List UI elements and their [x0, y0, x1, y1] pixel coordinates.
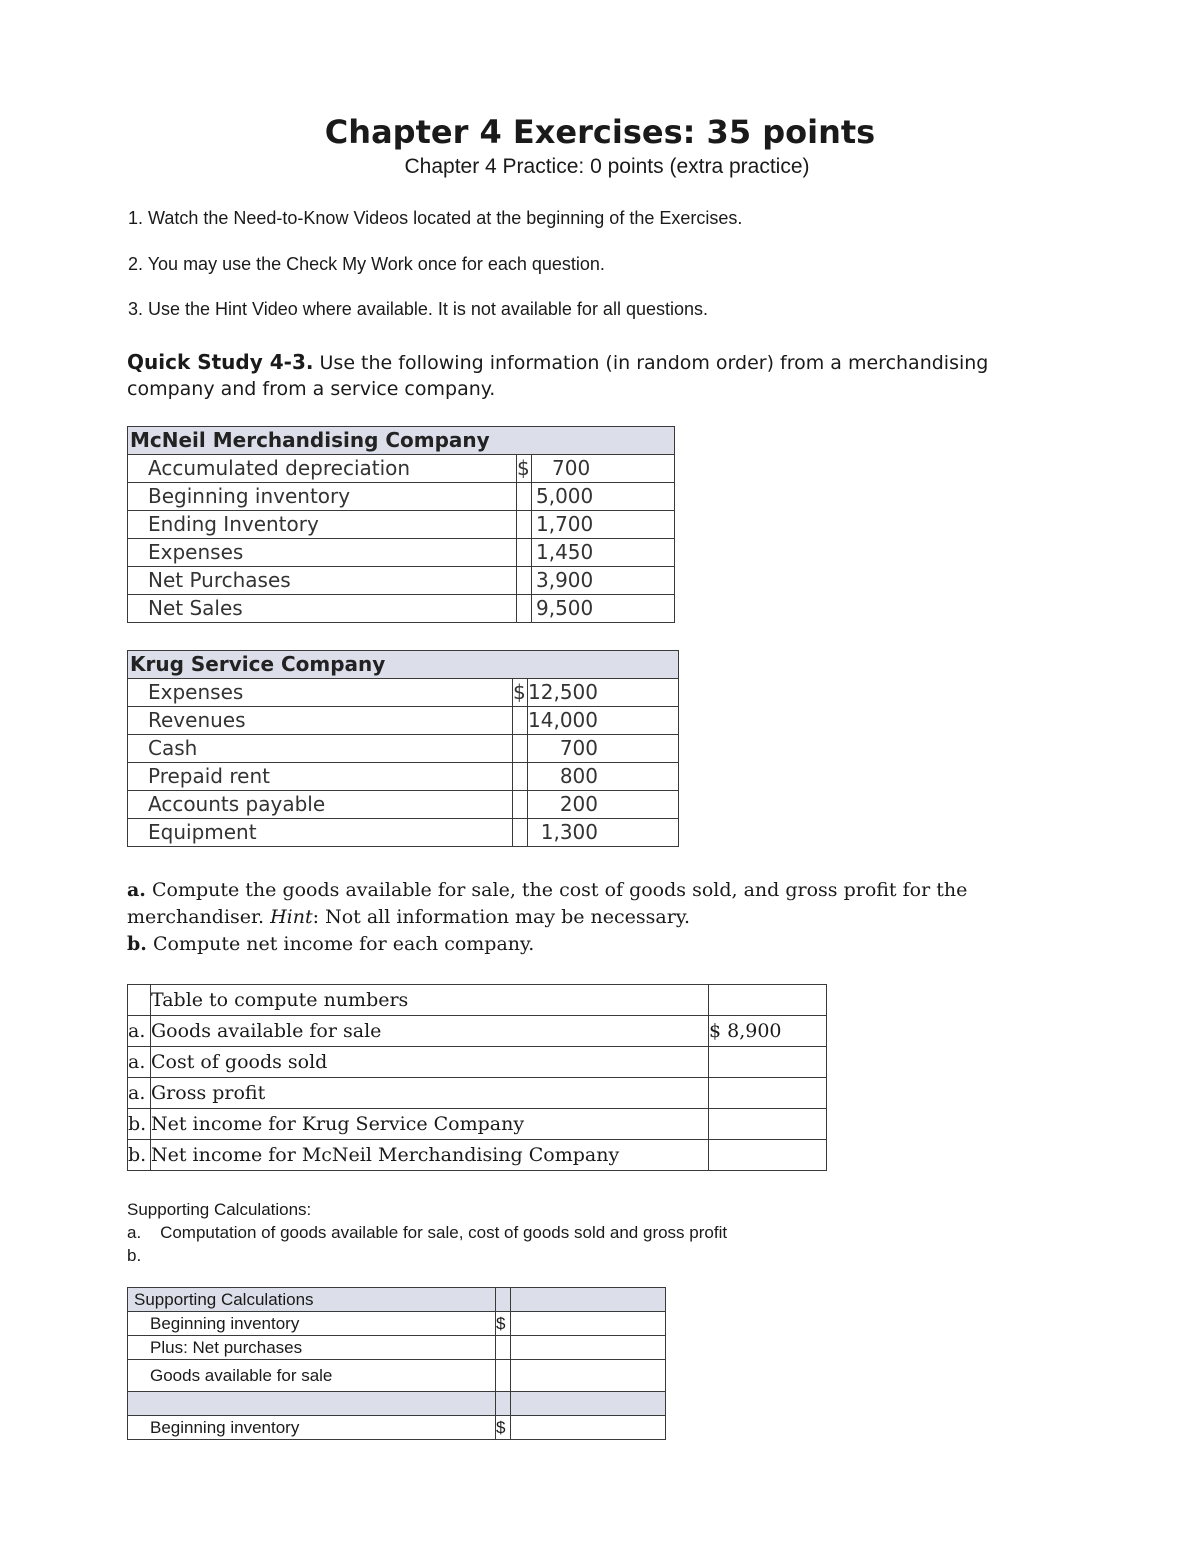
mcneil-value: 9,500	[532, 595, 675, 623]
quick-study-intro	[127, 349, 1007, 402]
mcneil-dollar: $	[517, 455, 532, 483]
table-row	[128, 679, 679, 707]
mcneil-value: 3,900	[532, 567, 675, 595]
compute-answer-cell[interactable]	[709, 985, 827, 1016]
mcneil-label: Beginning inventory	[128, 483, 517, 511]
table-row	[128, 1078, 827, 1109]
support-dollar: $	[496, 1416, 511, 1440]
table-row	[128, 707, 679, 735]
compute-table	[127, 984, 827, 1171]
mcneil-dollar	[517, 567, 532, 595]
mcneil-label: Net Sales	[128, 595, 517, 623]
mcneil-value: 1,450	[532, 539, 675, 567]
compute-label: Gross profit	[151, 1078, 709, 1109]
mcneil-value: 5,000	[532, 483, 675, 511]
support-value-cell[interactable]	[511, 1416, 666, 1440]
krug-dollar: $	[513, 679, 528, 707]
part-a-text: Compute the goods available for sale, the cost of goods sold, and gross profit for the merchandiser.	[127, 879, 968, 928]
krug-dollar	[513, 763, 528, 791]
instruction-3: 3. Use the Hint Video where available. It is not available for all questions.	[128, 299, 708, 319]
supporting-section	[127, 1198, 727, 1267]
krug-label: Prepaid rent	[128, 763, 513, 791]
table-row	[128, 791, 679, 819]
mcneil-label: Accumulated depreciation	[128, 455, 517, 483]
mcneil-dollar	[517, 539, 532, 567]
compute-part: b.	[128, 1109, 151, 1140]
support-header-row	[128, 1288, 666, 1312]
krug-label: Equipment	[128, 819, 513, 847]
krug-table	[127, 650, 679, 847]
table-row	[128, 539, 675, 567]
compute-part	[128, 985, 151, 1016]
compute-label: Net income for Krug Service Company	[151, 1109, 709, 1140]
compute-answer-cell[interactable]	[709, 1140, 827, 1171]
quick-study-label: Quick Study 4-3.	[127, 350, 314, 374]
support-label	[128, 1392, 496, 1416]
mcneil-label: Expenses	[128, 539, 517, 567]
page-title: Chapter 4 Exercises: 35 points	[324, 113, 876, 151]
support-label: Goods available for sale	[128, 1360, 496, 1392]
table-row	[128, 819, 679, 847]
mcneil-value: 700	[532, 455, 675, 483]
krug-value: 14,000	[528, 707, 679, 735]
supporting-heading: Supporting Calculations:	[127, 1200, 312, 1219]
support-value-cell[interactable]	[511, 1392, 666, 1416]
compute-label: Goods available for sale	[151, 1016, 709, 1047]
part-b-text: Compute net income for each company.	[152, 933, 535, 955]
support-value	[511, 1288, 666, 1312]
table-row	[128, 1047, 827, 1078]
quick-study-text: Use the following information (in random order) from a merchandising company and from a service company.	[127, 352, 989, 400]
compute-answer-cell[interactable]: $ 8,900	[709, 1016, 827, 1047]
table-row	[128, 1312, 666, 1336]
krug-label: Accounts payable	[128, 791, 513, 819]
instruction-2: 2. You may use the Check My Work once for each question.	[128, 254, 605, 274]
mcneil-dollar	[517, 483, 532, 511]
krug-value: 200	[528, 791, 679, 819]
table-row	[128, 763, 679, 791]
krug-value: 800	[528, 763, 679, 791]
problem-instructions	[127, 877, 1027, 958]
compute-part: a.	[128, 1078, 151, 1109]
table-row	[128, 1140, 827, 1171]
table-row	[128, 1392, 666, 1416]
table-row	[128, 511, 675, 539]
support-dollar	[496, 1392, 511, 1416]
support-label: Beginning inventory	[128, 1416, 496, 1440]
mcneil-dollar	[517, 595, 532, 623]
support-label: Plus: Net purchases	[128, 1336, 496, 1360]
krug-dollar	[513, 735, 528, 763]
compute-answer-cell[interactable]	[709, 1078, 827, 1109]
table-row	[128, 1416, 666, 1440]
table-row	[128, 595, 675, 623]
part-a-label: a.	[127, 879, 146, 901]
table-row	[128, 567, 675, 595]
support-dollar: $	[496, 1312, 511, 1336]
table-row	[128, 455, 675, 483]
support-value-cell[interactable]	[511, 1360, 666, 1392]
table-row	[128, 735, 679, 763]
krug-value: 700	[528, 735, 679, 763]
part-b-label: b.	[127, 933, 147, 955]
supporting-line-a: a. Computation of goods available for sale, cost of goods sold and gross profit	[127, 1223, 728, 1242]
support-label: Beginning inventory	[128, 1312, 496, 1336]
support-table	[127, 1287, 666, 1440]
instruction-1: 1. Watch the Need-to-Know Videos located at the beginning of the Exercises.	[128, 208, 743, 228]
table-row	[128, 1336, 666, 1360]
krug-value: 1,300	[528, 819, 679, 847]
support-dollar	[496, 1360, 511, 1392]
mcneil-label: Ending Inventory	[128, 511, 517, 539]
support-value-cell[interactable]	[511, 1312, 666, 1336]
krug-header: Krug Service Company	[128, 651, 679, 679]
compute-answer-cell[interactable]	[709, 1047, 827, 1078]
mcneil-table	[127, 426, 675, 623]
compute-part: a.	[128, 1016, 151, 1047]
krug-dollar	[513, 707, 528, 735]
compute-part: b.	[128, 1140, 151, 1171]
mcneil-dollar	[517, 511, 532, 539]
compute-header: Table to compute numbers	[151, 985, 709, 1016]
compute-header-row	[128, 985, 827, 1016]
table-row	[128, 483, 675, 511]
mcneil-value: 1,700	[532, 511, 675, 539]
compute-label: Cost of goods sold	[151, 1047, 709, 1078]
table-row	[128, 1016, 827, 1047]
support-header: Supporting Calculations	[128, 1288, 496, 1312]
krug-header-row	[128, 651, 679, 679]
page-subtitle: Chapter 4 Practice: 0 points (extra practice)	[404, 155, 810, 178]
krug-label: Revenues	[128, 707, 513, 735]
table-row	[128, 1109, 827, 1140]
mcneil-header: McNeil Merchandising Company	[128, 427, 675, 455]
mcneil-header-row	[128, 427, 675, 455]
table-row	[128, 1360, 666, 1392]
krug-label: Expenses	[128, 679, 513, 707]
hint-text: : Not all information may be necessary.	[312, 906, 691, 928]
hint-label: Hint	[270, 906, 313, 928]
support-value-cell[interactable]	[511, 1336, 666, 1360]
krug-dollar	[513, 791, 528, 819]
compute-answer-cell[interactable]	[709, 1109, 827, 1140]
compute-part: a.	[128, 1047, 151, 1078]
support-dollar	[496, 1288, 511, 1312]
support-dollar	[496, 1336, 511, 1360]
krug-value: 12,500	[528, 679, 679, 707]
mcneil-label: Net Purchases	[128, 567, 517, 595]
krug-dollar	[513, 819, 528, 847]
supporting-line-b: b.	[127, 1246, 142, 1265]
krug-label: Cash	[128, 735, 513, 763]
compute-label: Net income for McNeil Merchandising Company	[151, 1140, 709, 1171]
